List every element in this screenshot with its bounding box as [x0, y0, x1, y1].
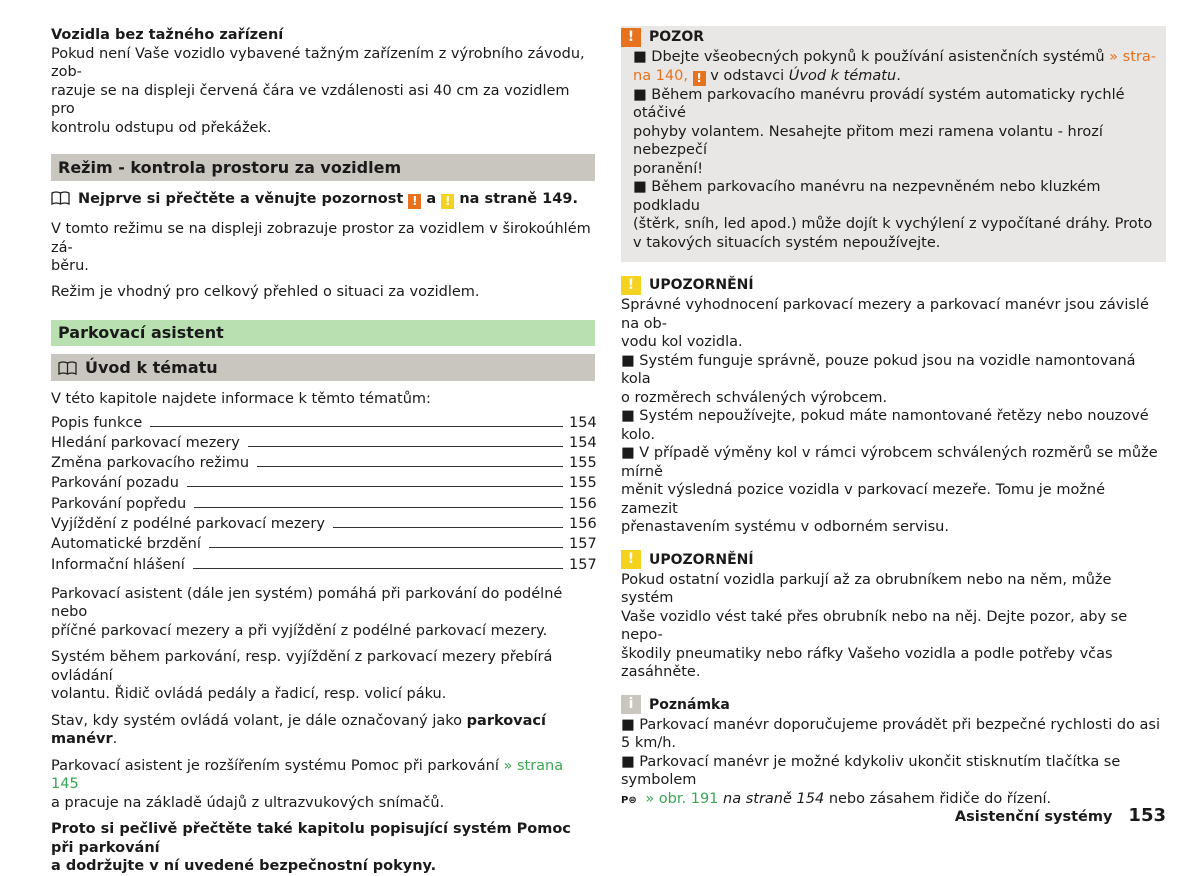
toc-page: 157 — [569, 536, 597, 553]
pozor-line: ■ Dbejte všeobecných pokynů k používání asistenčních systémů » stra- — [633, 49, 1156, 65]
mode-text: V tomto režimu se na displeji zobrazuje prostor za vozidlem v širokoúhlém zá- — [51, 221, 591, 256]
tow-line: Pokud není Vaše vozidlo vybavené tažným zařízením z výrobního závodu, zob- — [51, 45, 585, 80]
pozor-title: POZOR — [649, 29, 704, 45]
pozor-box — [621, 26, 1166, 262]
para-2: volantu. Řidič ovládá pedály a řadicí, resp. volicí páku. — [51, 686, 447, 703]
warning-yellow-icon: ! — [621, 276, 641, 295]
toc-entry[interactable] — [51, 496, 595, 516]
toc-page: 156 — [569, 495, 597, 512]
para-3: Stav, kdy systém ovládá volant, je dále označovaný jako parkovací manévr. — [51, 712, 546, 748]
tow-line: razuje se na displeji červená čára ve vzdálenosti asi 40 cm za vozidlem pro — [51, 82, 570, 117]
para-4: Parkovací asistent je rozšířením systému Pomoc při parkování » strana 145 a pracuje na základě údajů z ultrazvukových snímačů. — [51, 757, 564, 811]
toc-entry[interactable] — [51, 455, 595, 475]
tow-title: Vozidla bez tažného zařízení — [51, 27, 284, 43]
toc-label: Parkování pozadu — [51, 475, 179, 492]
toc-label: Informační hlášení — [51, 556, 185, 573]
link-strana-145[interactable]: » strana 145 — [51, 757, 564, 793]
warning-red-icon: ! — [408, 194, 421, 209]
toc-label: Hledání parkovací mezery — [51, 434, 240, 451]
toc-page: 154 — [569, 414, 597, 431]
note-line-4: P⊜ » obr. 191 na straně 154 nebo zásahem řidiče do řízení. — [621, 790, 1166, 811]
toc-label: Parkování popředu — [51, 495, 187, 512]
toc-leader — [209, 547, 563, 548]
warning-yellow-icon: ! — [621, 550, 641, 569]
upozorneni-box-2: ! UPOZORNĚNÍ Pokud ostatní vozidla parkují až za obrubníkem nebo na něm, může systém Vaše vozidlo vést také přes obrubník nebo na něj. Dejte pozor, aby se nepo- škodily pneumatiky nebo ráfky Vašeho vozidla a podle potřeby včas zasáhněte. — [621, 551, 1128, 680]
toc-entry[interactable] — [51, 557, 595, 577]
para-5: a dodržujte v ní uvedené bezpečnostní pokyny. — [51, 858, 437, 875]
toc-entry[interactable] — [51, 516, 595, 536]
intro-text: V této kapitole najdete informace k těmto tématům: — [51, 391, 431, 407]
toc-leader — [257, 466, 563, 467]
link-strana-140-cont[interactable]: na 140, — [633, 67, 688, 84]
upozorneni-title: UPOZORNĚNÍ — [649, 277, 754, 293]
mode-text: běru. — [51, 258, 89, 274]
page-footer — [955, 805, 1166, 826]
toc-label: Popis funkce — [51, 414, 143, 431]
mode-text-2: Režim je vhodný pro celkový přehled o situaci za vozidlem. — [51, 283, 480, 300]
parking-assistant-heading: Parkovací asistent — [51, 320, 595, 346]
page-number: 153 — [1128, 805, 1166, 826]
toc-leader — [193, 568, 563, 569]
toc-entry[interactable] — [51, 415, 595, 435]
link-strana-140[interactable]: » stra- — [1109, 49, 1156, 65]
link-obr-191[interactable]: » obr. 191 — [645, 790, 719, 807]
para-1: Parkovací asistent (dále jen systém) pomáhá při parkování do podélné nebo — [51, 585, 563, 621]
section-rezim-heading: Režim - kontrola prostoru za vozidlem — [51, 154, 595, 181]
toc-entry[interactable] — [51, 435, 595, 455]
toc-leader — [194, 507, 563, 508]
toc-label: Změna parkovacího režimu — [51, 455, 250, 472]
pozor-line: pohyby volantem. Nesahejte přitom mezi ramena volantu - hrozí nebezpečí — [633, 123, 1103, 158]
tow-line: kontrolu odstupu od překážek. — [51, 119, 272, 136]
toc-page: 156 — [569, 515, 597, 532]
warning-red-icon: ! — [621, 28, 641, 47]
toc-page: 157 — [569, 556, 597, 573]
pozor-line: (štěrk, sníh, led apod.) může dojít k vychýlení z vypočítané dráhy. Proto — [633, 216, 1153, 232]
toc-page: 155 — [569, 455, 597, 472]
upozorneni-box-1: ! UPOZORNĚNÍ Správné vyhodnocení parkovací mezery a parkovací manévr jsou závislé na ob- vodu kol vozidla. ■ Systém funguje správně, pouze pokud jsou na vozidle namontovaná kola o rozměrech schválených výrobcem. ■ Systém nepoužívejte, pokud máte namontované řetězy nebo nouzové kolo. ■ V případě výměny kol v rámci výrobcem schválených rozměrů se může mírně měnit výsledná pozice vozidla v parkovací mezeře. Tomu je možné zamezit přenastavením systému v odborném servisu. — [621, 276, 1158, 535]
note-title: Poznámka — [649, 696, 730, 713]
toc-leader — [248, 446, 563, 447]
warning-yellow-icon: ! — [441, 194, 454, 209]
toc-entry[interactable] — [51, 475, 595, 495]
info-icon: i — [621, 695, 641, 714]
footer-section: Asistenční systémy — [954, 809, 1113, 825]
upozorneni-title: UPOZORNĚNÍ — [649, 551, 754, 568]
book-icon — [58, 361, 77, 375]
para-1: příčné parkovací mezery a při vyjíždění z podélné parkovací mezery. — [51, 622, 548, 639]
warning-red-icon: ! — [693, 71, 706, 86]
pozor-line: ■ Během parkovacího manévru provádí systém automaticky rychlé otáčivé — [633, 86, 1125, 121]
left-column — [51, 26, 595, 876]
toc-leader — [333, 527, 563, 528]
read-first-note: Nejprve si přečtěte a věnujte pozornost ! a ! na straně 149. — [51, 190, 595, 209]
right-column — [621, 26, 1166, 810]
toc-leader — [150, 426, 563, 427]
intro-heading: Úvod k tématu — [51, 354, 595, 381]
table-of-contents — [51, 415, 595, 577]
toc-leader — [187, 486, 563, 487]
pozor-line: na 140, ! v odstavci Úvod k tématu. — [633, 67, 901, 85]
toc-page: 154 — [569, 434, 597, 451]
book-icon — [51, 191, 70, 205]
pozor-line: v takových situacích systém nepoužívejte. — [633, 234, 941, 251]
pozor-line: ■ Během parkovacího manévru na nezpevněném nebo kluzkém podkladu — [633, 179, 1101, 214]
toc-label: Automatické brzdění — [51, 536, 201, 553]
para-5: Proto si pečlivě přečtěte také kapitolu popisující systém Pomoc při parkování — [51, 821, 571, 856]
pozor-line: poranění! — [633, 160, 704, 177]
toc-label: Vyjíždění z podélné parkovací mezery — [51, 515, 325, 532]
toc-page: 155 — [569, 475, 597, 492]
para-2: Systém během parkování, resp. vyjíždění z parkovací mezery přebírá ovládání — [51, 649, 553, 684]
park-assist-symbol-icon: P⊜ — [621, 794, 637, 806]
note-box: i Poznámka ■ Parkovací manévr doporučujeme provádět při bezpečné rychlosti do asi 5 km/h. ■ Parkovací manévr je možné kdykoliv ukončit stisknutím tlačítka se symbolem P⊜ » obr. 191 na straně 154 nebo zásahem řidiče do řízení. — [621, 694, 1166, 811]
toc-entry[interactable] — [51, 536, 595, 556]
